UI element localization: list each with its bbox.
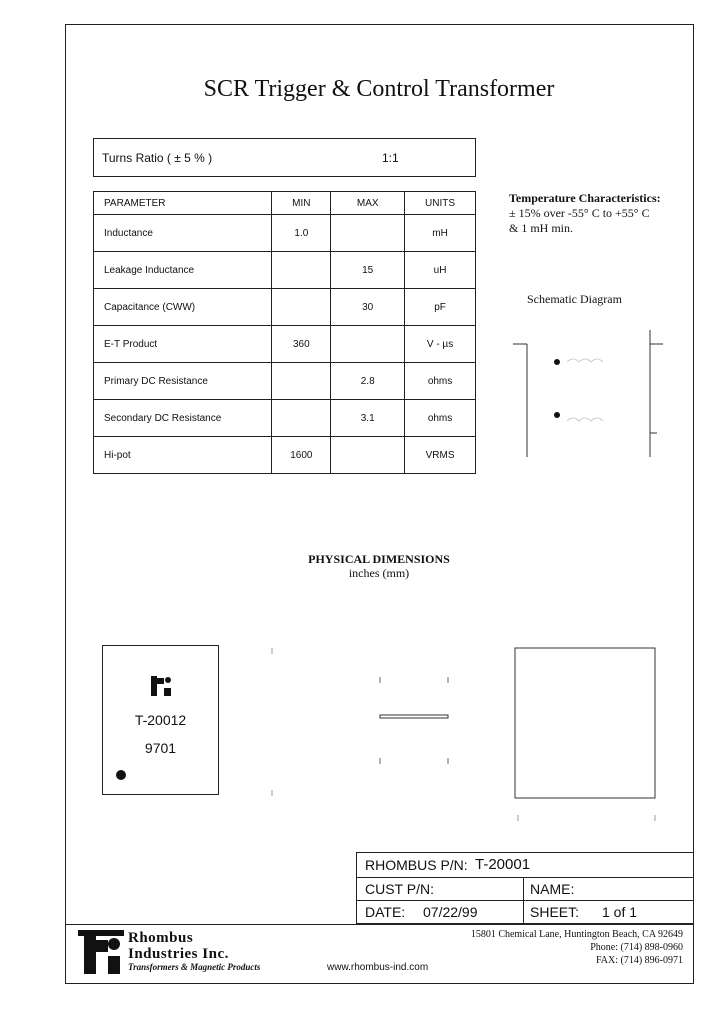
- header-max: MAX: [331, 192, 405, 215]
- coil-primary: [567, 359, 603, 362]
- sheet-value: 1 of 1: [602, 904, 638, 920]
- units-cell: VRMS: [405, 437, 476, 474]
- table-row: [94, 326, 476, 363]
- min-cell: 360: [272, 326, 331, 363]
- header-min: MIN: [272, 192, 331, 215]
- company-logo-icon: [78, 930, 124, 974]
- units-cell: uH: [405, 252, 476, 289]
- max-cell: 3.1: [331, 400, 405, 437]
- polarity-dot: [554, 359, 560, 365]
- physical-subtitle: inches (mm): [348, 566, 410, 580]
- table-row: [94, 437, 476, 474]
- coil-secondary: [567, 418, 603, 421]
- min-cell: 1.0: [272, 215, 331, 252]
- table-row: [94, 289, 476, 326]
- units-cell: ohms: [405, 400, 476, 437]
- title-block-divider: [357, 877, 693, 878]
- title-block-divider: [523, 877, 524, 923]
- units-cell: mH: [405, 215, 476, 252]
- company-name: [128, 930, 229, 962]
- company-address: 15801 Chemical Lane, Huntington Beach, CA 92649: [470, 929, 683, 940]
- schematic-diagram: [505, 325, 675, 465]
- max-cell: [331, 215, 405, 252]
- pin1-dot: [116, 770, 126, 780]
- min-cell: [272, 400, 331, 437]
- param-cell: E-T Product: [94, 326, 272, 363]
- min-cell: [272, 289, 331, 326]
- rhombus-pn-label: RHOMBUS P/N:: [365, 857, 468, 873]
- physical-title: PHYSICAL DIMENSIONS: [308, 552, 450, 566]
- temperature-heading: Temperature Characteristics:: [509, 191, 661, 205]
- footer-divider: [65, 924, 694, 925]
- part-top-view: [102, 645, 219, 795]
- cust-pn-label: CUST P/N:: [365, 881, 434, 897]
- min-cell: [272, 252, 331, 289]
- company-fax: FAX: (714) 896-0971: [595, 955, 683, 966]
- rhombus-pn-value: T-20001: [475, 856, 531, 873]
- temperature-line1: ± 15% over -55° C to +55° C: [509, 206, 650, 220]
- date-label: DATE:: [365, 904, 406, 920]
- turns-ratio-value: 1:1: [382, 151, 399, 165]
- company-website[interactable]: www.rhombus-ind.com: [327, 962, 429, 973]
- min-cell: 1600: [272, 437, 331, 474]
- units-cell: pF: [405, 289, 476, 326]
- parameters-table: [93, 191, 476, 474]
- schematic-title: Schematic Diagram: [527, 292, 622, 306]
- units-cell: V - µs: [405, 326, 476, 363]
- param-cell: Hi-pot: [94, 437, 272, 474]
- max-cell: 15: [331, 252, 405, 289]
- sheet-label: SHEET:: [530, 904, 580, 920]
- rhombus-logo-icon: [151, 676, 173, 696]
- param-cell: Inductance: [94, 215, 272, 252]
- date-code-marking: 9701: [144, 740, 177, 756]
- company-name-line2: Industries Inc.: [128, 946, 229, 962]
- part-number-marking: T-20012: [134, 712, 187, 728]
- table-row: [94, 363, 476, 400]
- physical-dimensions-heading: [0, 552, 720, 580]
- units-cell: ohms: [405, 363, 476, 400]
- page-title: SCR Trigger & Control Transformer: [203, 76, 555, 102]
- company-phone: Phone: (714) 898-0960: [590, 942, 683, 953]
- temperature-line2: & 1 mH min.: [509, 221, 574, 235]
- dimension-drawings: [260, 610, 700, 840]
- header-units: UNITS: [405, 192, 476, 215]
- table-row: [94, 400, 476, 437]
- date-value: 07/22/99: [423, 904, 478, 920]
- max-cell: [331, 326, 405, 363]
- param-cell: Capacitance (CWW): [94, 289, 272, 326]
- turns-ratio-box: [93, 138, 476, 177]
- header-parameter: PARAMETER: [94, 192, 272, 215]
- company-name-line1: Rhombus: [128, 930, 194, 946]
- polarity-dot: [554, 412, 560, 418]
- title-block-divider: [357, 900, 693, 901]
- name-label: NAME:: [530, 881, 575, 897]
- max-cell: 2.8: [331, 363, 405, 400]
- param-cell: Secondary DC Resistance: [94, 400, 272, 437]
- temperature-characteristics: [509, 191, 661, 236]
- turns-ratio-label: Turns Ratio ( ± 5 % ): [102, 151, 213, 165]
- table-row: [94, 215, 476, 252]
- param-cell: Primary DC Resistance: [94, 363, 272, 400]
- title-block: [356, 852, 694, 924]
- company-address-block: [471, 928, 683, 967]
- max-cell: [331, 437, 405, 474]
- company-tagline: Transformers & Magnetic Products: [128, 962, 261, 972]
- side-view-body: [380, 715, 448, 718]
- table-header-row: [94, 192, 476, 215]
- param-cell: Leakage Inductance: [94, 252, 272, 289]
- footprint-view: [515, 648, 655, 798]
- max-cell: 30: [331, 289, 405, 326]
- table-row: [94, 252, 476, 289]
- min-cell: [272, 363, 331, 400]
